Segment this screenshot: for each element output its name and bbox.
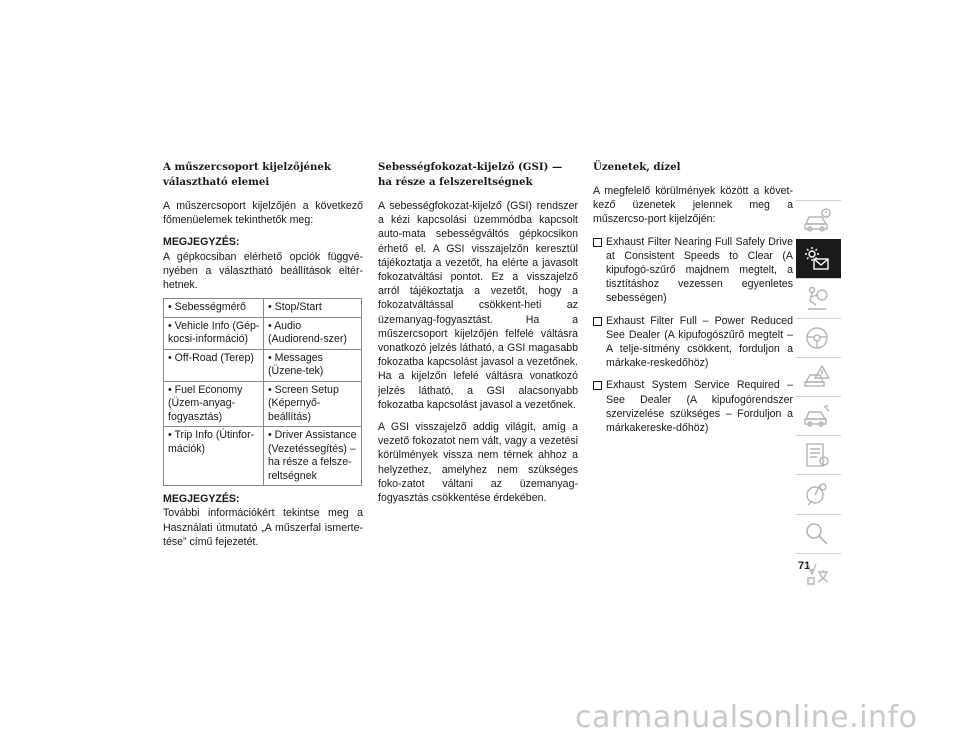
safety-airbag-icon [802, 283, 832, 313]
tab-safety-airbag[interactable] [796, 278, 841, 317]
section-heading-gsi: Sebességfokozat-kijelző (GSI) — ha része a felszereltségnek [378, 161, 563, 188]
checkbox-bullet-icon [593, 317, 602, 326]
note-block [163, 492, 363, 549]
dashboard-warning-icon [802, 244, 832, 274]
list-item [593, 314, 793, 371]
tab-language[interactable] [796, 553, 841, 592]
table-cell: • Trip Info (Útinfor-mációk) [164, 427, 264, 486]
table-cell: • Stop/Start [264, 299, 362, 318]
column-cluster-display-options [163, 160, 363, 555]
table-cell: • Vehicle Info (Gép-kocsi-információ) [164, 317, 264, 349]
note-label: MEGJEGYZÉS: [163, 493, 240, 506]
intro-paragraph: A műszercsoport kijelzőjén a következő főmenüelemek tekinthetők meg: [163, 200, 363, 227]
column-gear-shift-indicator [378, 160, 578, 513]
table-cell: • Screen Setup (Képernyő-beállítás) [264, 381, 362, 427]
tab-car-info[interactable] [796, 200, 841, 239]
checkbox-bullet-icon [593, 381, 602, 390]
gsi-paragraph: A GSI visszajelző addig világít, amíg a vezető fokozatot nem vált, vagy a vezetési körülmények vissza nem térnek ahhoz a helyzethez, amelyhez nem szükséges foko-zatot váltani az üzemanyag-fogyasztás csökkentése érdekében. [378, 421, 578, 505]
intro-paragraph: A megfelelő körülmények között a követ-kező üzenetek jelennek meg a műszercso-port kijelzőjén: [593, 185, 793, 226]
table-cell: • Audio (Audiorend-szer) [264, 317, 362, 349]
table-row [164, 349, 362, 381]
note-block [163, 235, 363, 292]
chapter-tab-sidebar [796, 200, 841, 592]
table-row [164, 299, 362, 318]
tab-multimedia[interactable] [796, 474, 841, 513]
tab-dashboard-warning[interactable] [796, 239, 841, 278]
list-item [593, 235, 793, 306]
maintenance-checklist-icon [802, 440, 832, 470]
language-icon [802, 558, 832, 588]
message-text: Exhaust Filter Nearing Full Safely Drive at Consistent Speeds to Clear (A kipufogó-szűrő majdnem megtelt, a tisztításhoz vezessen egyenletes sebességen) [606, 235, 793, 305]
table-cell: • Messages (Üzene-tek) [264, 349, 362, 381]
table-cell: • Fuel Economy (Üzem-anyag-fogyasztás) [164, 381, 264, 427]
table-row [164, 427, 362, 486]
menu-options-table [163, 298, 362, 486]
car-service-icon [802, 401, 832, 431]
page-number: 71 [798, 560, 811, 572]
index-search-icon [802, 519, 832, 549]
emergency-triangle-icon [802, 362, 832, 392]
note-label: MEGJEGYZÉS: [163, 236, 240, 249]
tab-index-search[interactable] [796, 514, 841, 553]
table-cell: • Sebességmérő [164, 299, 264, 318]
tab-maintenance[interactable] [796, 435, 841, 474]
list-item [593, 378, 793, 435]
car-info-icon [802, 205, 832, 235]
message-text: Exhaust System Service Required – See Dealer (A kipufogórendszer szervizelése szükséges – Forduljon a márkakereske-dőhöz) [606, 379, 793, 435]
multimedia-icon [802, 479, 832, 509]
column-diesel-messages [593, 160, 793, 443]
tab-car-service[interactable] [796, 396, 841, 435]
tab-steering-wheel[interactable] [796, 318, 841, 357]
tab-emergency[interactable] [796, 357, 841, 396]
watermark: carmanualsonline.info [575, 700, 918, 735]
steering-wheel-icon [802, 323, 832, 353]
section-heading-diesel-messages: Üzenetek, dízel [593, 161, 681, 173]
note-text: További információkért tekintse meg a Használati útmutató „A műszerfal ismerte-tése” című fejezetét. [163, 507, 363, 548]
note-text: A gépkocsiban elérhető opciók függvé-nyében a választható beállítások eltér-hetnek. [163, 250, 363, 292]
message-text: Exhaust Filter Full – Power Reduced See Dealer (A kipufogószűrő megtelt – A telje-sítmény csökkent, forduljon a márkake-reskedőhöz) [606, 314, 793, 370]
table-cell: • Driver Assistance (Vezetéssegítés) – ha része a felsze-reltségnek [264, 427, 362, 486]
section-heading-cluster-options: A műszercsoport kijelzőjének választható elemei [163, 161, 331, 188]
table-cell: • Off-Road (Terep) [164, 349, 264, 381]
table-row [164, 381, 362, 427]
checkbox-bullet-icon [593, 238, 602, 247]
gsi-paragraph: A sebességfokozat-kijelző (GSI) rendszer a kézi kapcsolási üzemmódba kapcsolt auto-mata sebességváltós gépkocsikon érhető el. A GSI visszajelzőn keresztül tájékoztatja a vezetőt, ha elérte a javasolt fokozatváltási pontot. Ez a visszajelző arról tájékoztatja a vezetőt, hogy a fokozatváltással csökkent-heti az üzemanyag-fogyasztást. Ha a műszercsoport kijelzőjén felfelé váltásra vonatkozó jelzés látható, a GSI magasabb fokozatba kapcsolást javasol a vezetőnek. Ha a kijelzőn lefelé váltásra vonatkozó jelzés látható, a GSI alacsonyabb fokozatba kapcsolást javasol a vezetőnek. [378, 200, 578, 411]
table-row [164, 317, 362, 349]
